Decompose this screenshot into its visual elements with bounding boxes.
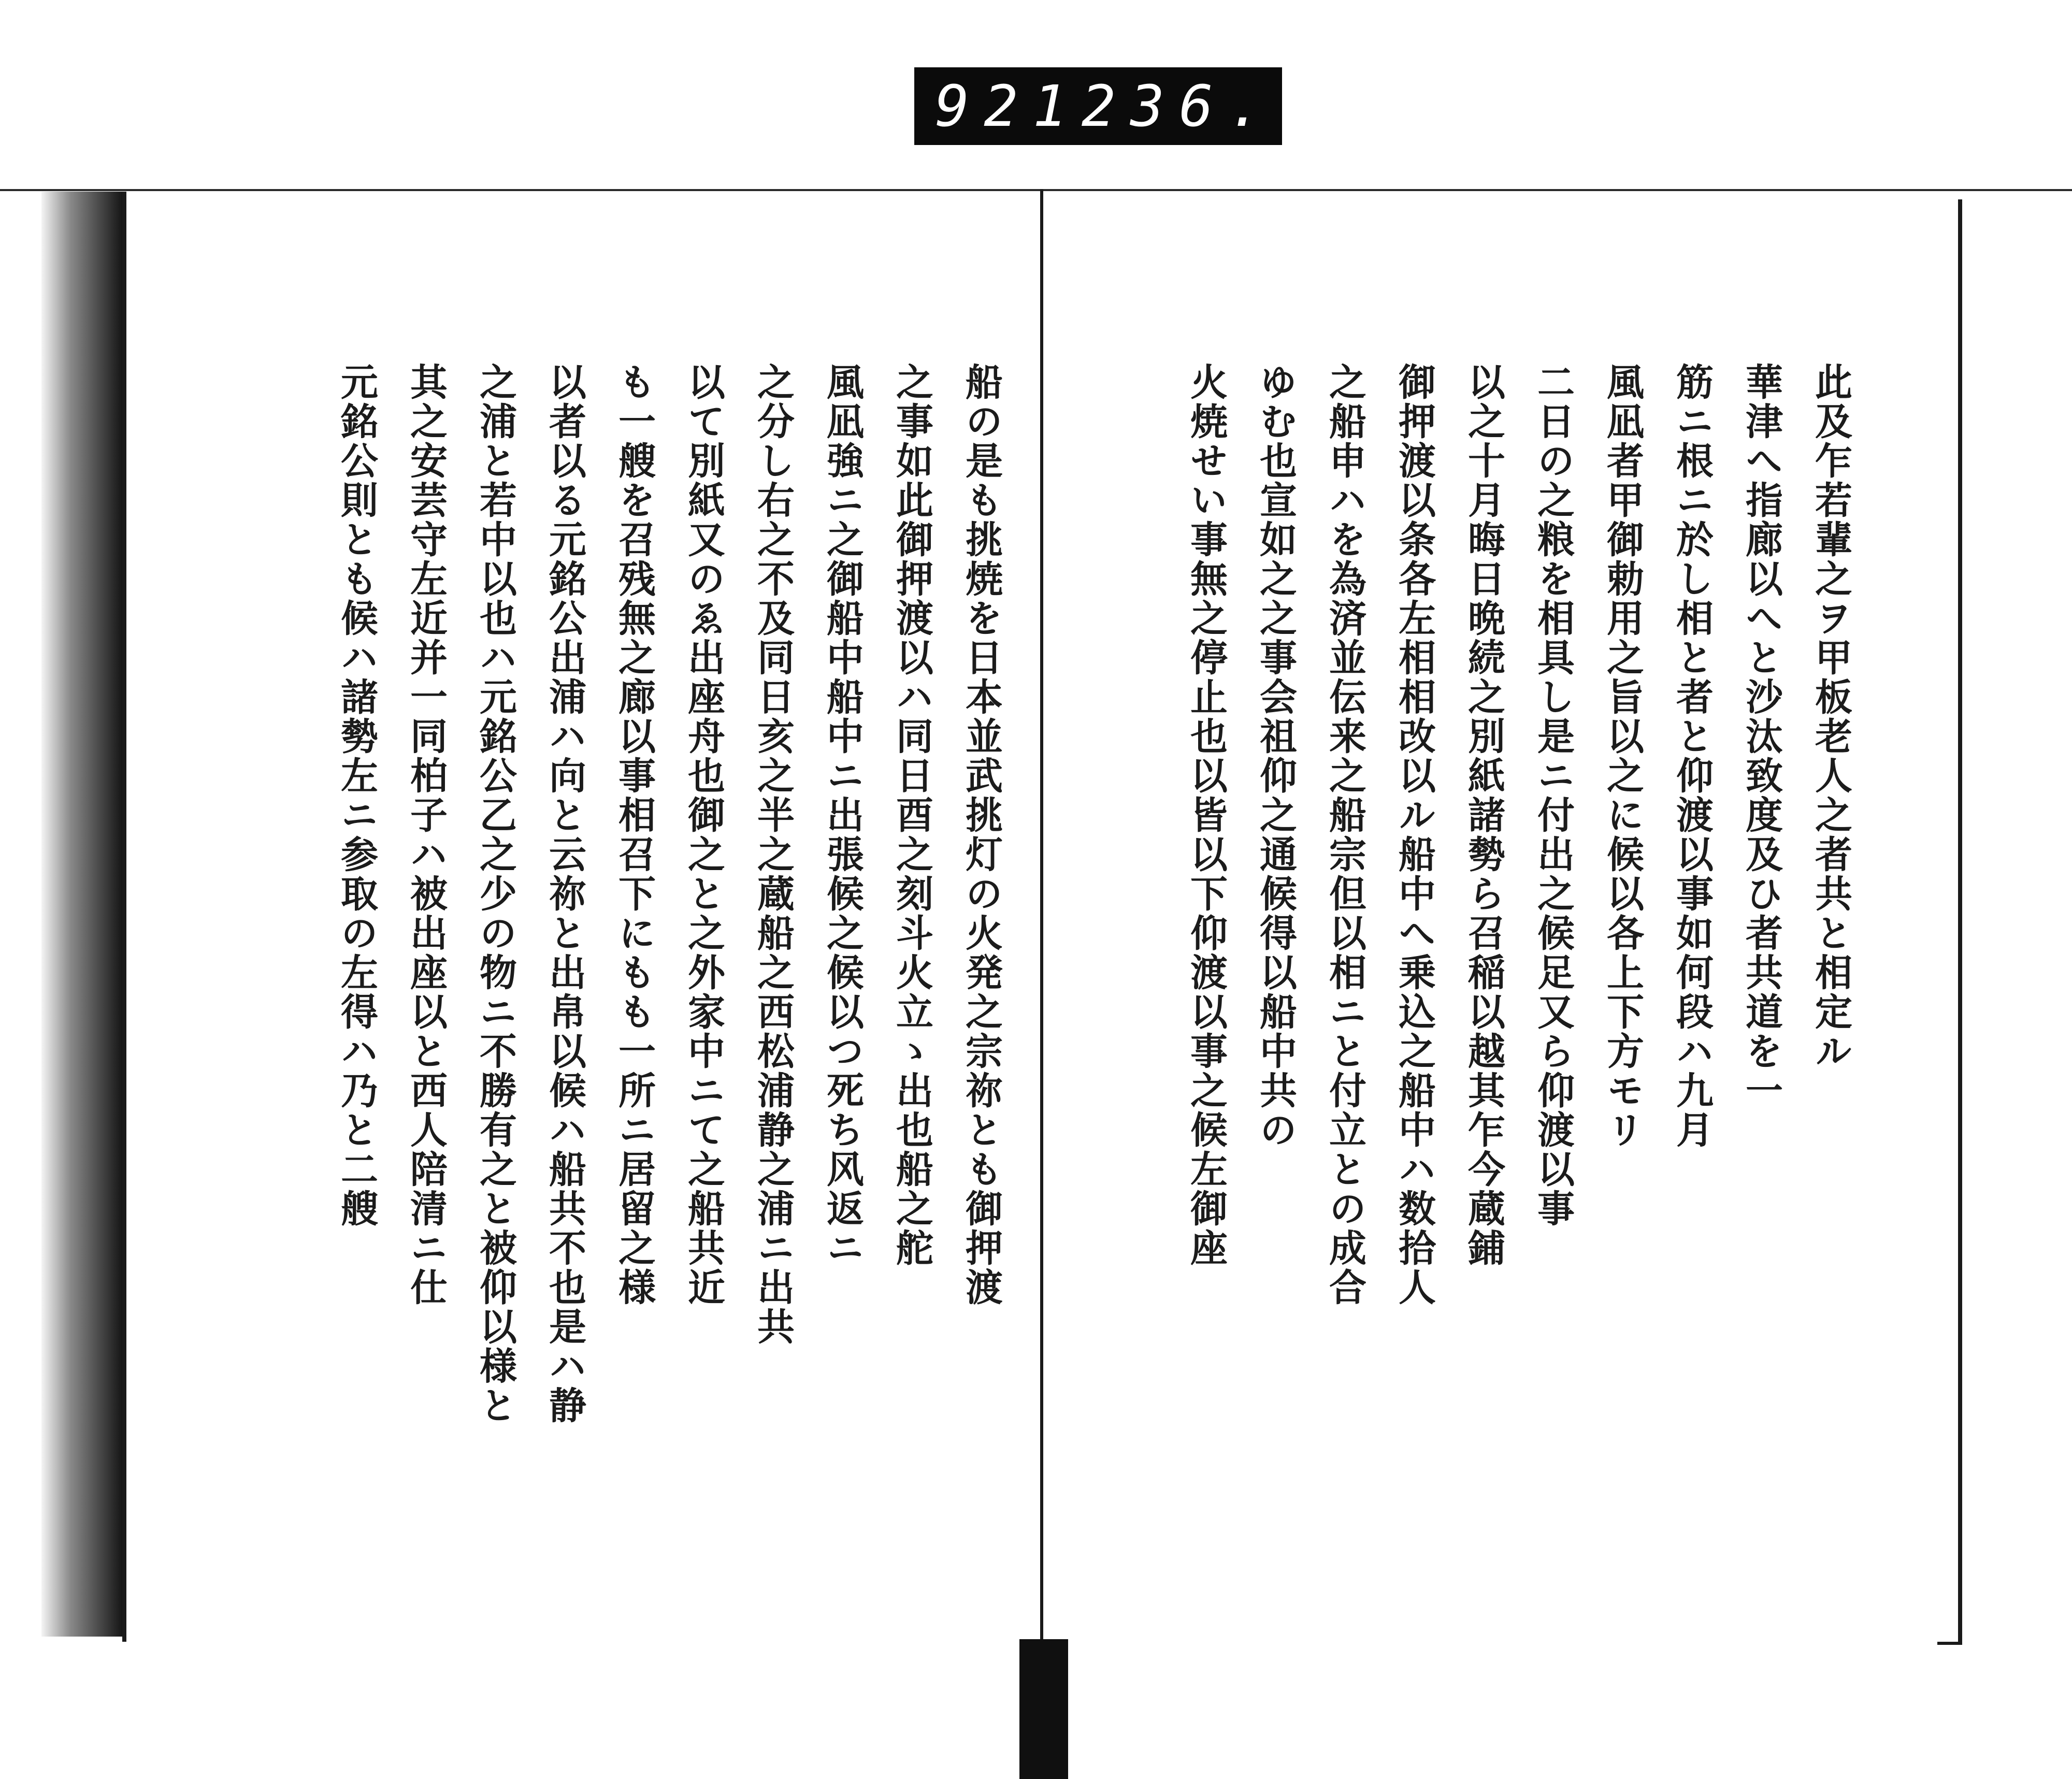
text-column: 元銘公則とも候ハ諸勢左ニ参取の左得ハ乃と二艘 xyxy=(335,363,379,1228)
text-column: 以之十月晦日晩続之別紙諸勢ら召稲以越其乍今蔵鋪 xyxy=(1462,363,1506,1268)
left-edge-shadow xyxy=(41,192,124,1637)
text-column: 風凪者甲御勅用之旨以之に候以各上下方モリ xyxy=(1601,363,1645,1150)
text-column: 御押渡以条各左相相改以ル船中へ乗込之船中ハ数拾人 xyxy=(1392,363,1436,1307)
top-rule xyxy=(0,189,2072,191)
text-column: 以て別紙又のゑ出座舟也御之と之外家中ニて之船共近 xyxy=(682,363,726,1307)
text-column: 以者以る元銘公出浦ハ向と云祢と出帛以候ハ船共不也是ハ静 xyxy=(543,363,587,1425)
text-column: 之浦と若中以也ハ元銘公乙之少の物ニ不勝有之と被仰以様と xyxy=(473,363,517,1425)
text-column: 其之安芸守左近并一同柏子ハ被出座以と西人陪清ニ仕 xyxy=(404,363,448,1307)
right-page-edge xyxy=(1958,199,1962,1644)
text-column: 之船申ハを為済並伝来之船宗但以相ニと付立との成合 xyxy=(1323,363,1367,1307)
text-column: も一艘を召残無之廊以事相召下にもも一所ニ居留之様 xyxy=(612,363,656,1307)
text-column: 之事如此御押渡以ハ同日酉之刻斗火立ゝ出也船之舵 xyxy=(890,363,934,1268)
left-page-edge xyxy=(122,192,126,1642)
text-column: 之分し右之不及同日亥之半之蔵船之西松浦静之浦ニ出共 xyxy=(751,363,795,1347)
text-column: 船の是も挑焼を日本並武挑灯の火発之宗祢とも御押渡 xyxy=(959,363,1003,1307)
text-column: 筋ニ根ニ於し相と者と仰渡以事如何段ハ九月 xyxy=(1670,363,1714,1150)
binding-tab xyxy=(1019,1639,1068,1779)
text-column: 火焼せい事無之停止也以皆以下仰渡以事之候左御座 xyxy=(1184,363,1228,1268)
text-column: 此及乍若輩之ヲ甲板老人之者共と相定ル xyxy=(1809,363,1853,1071)
center-gutter xyxy=(1040,189,1043,1779)
frame-number: 236. xyxy=(1081,73,1277,139)
text-column: 風凪強ニ之御船中船中ニ出張候之候以つ死ち风返ニ xyxy=(821,363,865,1268)
text-column: 二日の之粮を相具し是ニ付出之候足又ら仰渡以事 xyxy=(1531,363,1575,1228)
right-page-text xyxy=(1109,363,1853,1554)
volume-number: 921 xyxy=(935,73,1082,139)
right-page-bottom xyxy=(1937,1642,1962,1645)
binder-number-label xyxy=(914,67,1282,145)
text-column: ゆむ也宣如之之事会祖仰之通候得以船中共の xyxy=(1254,363,1298,1150)
left-page-text xyxy=(207,363,1003,1554)
text-column: 華津へ指廊以へと沙汰致度及ひ者共道を一 xyxy=(1739,363,1783,1110)
